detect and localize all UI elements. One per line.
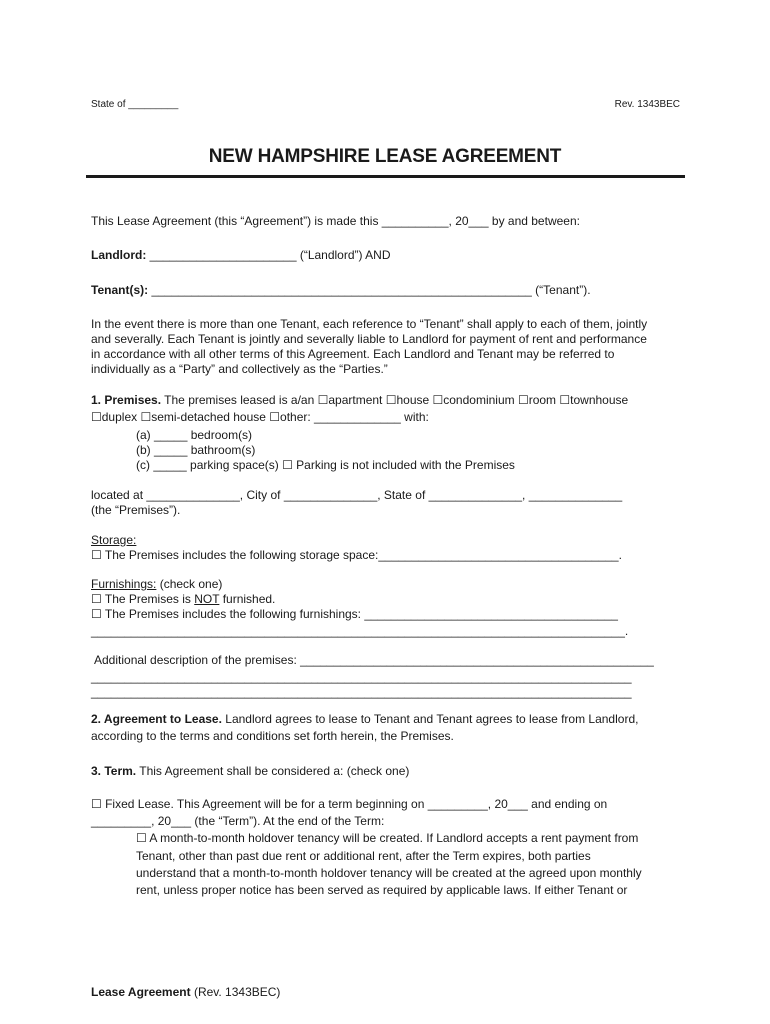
fixed-lease-line-1: ☐ Fixed Lease. This Agreement will be for a term beginning on _________, 20___ and ending on — [91, 797, 608, 811]
premises-bedrooms: (a) _____ bedroom(s) — [136, 428, 253, 442]
multi-tenant-line: in accordance with all other terms of this Agreement. Each Landlord and Tenant may be referred to — [91, 347, 615, 361]
multi-tenant-line: individually as a “Party” and collectively as the “Parties.” — [91, 362, 388, 376]
premises-parking: (c) _____ parking space(s) ☐ Parking is not included with the Premises — [136, 458, 515, 472]
storage-heading — [91, 533, 136, 548]
holdover-line: Tenant, other than past due rent or additional rent, after the Term expires, both parties — [136, 849, 591, 863]
premises-types: The premises leased is a/an ☐apartment ☐house ☐condominium ☐room ☐townhouse — [161, 393, 629, 407]
agreement-heading: 2. Agreement to Lease. — [91, 712, 222, 726]
page-footer — [91, 985, 280, 999]
tenant-label: Tenant(s): — [91, 283, 149, 297]
premises-heading: 1. Premises. — [91, 393, 162, 407]
premises-definition: (the “Premises”). — [91, 503, 181, 517]
holdover-line: ☐ A month-to-month holdover tenancy will be created. If Landlord accepts a rent payment from — [136, 831, 639, 845]
agreement-text: Landlord agrees to lease to Tenant and Tenant agrees to lease from Landlord, — [221, 712, 639, 726]
storage-option: ☐ The Premises includes the following storage space:____________________________________. — [91, 548, 622, 562]
agreement-line-1 — [91, 712, 638, 727]
landlord-line — [91, 248, 391, 263]
storage-heading-text: Storage: — [91, 533, 137, 547]
revision-header: Rev. 1343BEC — [614, 99, 680, 110]
agreement-line-2: according to the terms and conditions set forth herein, the Premises. — [91, 729, 454, 743]
state-header: State of _________ — [91, 99, 179, 110]
term-text: This Agreement shall be considered a: (check one) — [136, 764, 410, 778]
premises-location: located at ______________, City of ______________, State of ______________, ______________ — [91, 488, 623, 502]
term-line — [91, 764, 409, 779]
intro-paragraph: This Lease Agreement (this “Agreement”) is made this __________, 20___ by and between: — [91, 214, 580, 228]
additional-line: _________________________________________________________________________________ — [91, 685, 632, 699]
furnishings-not-post: furnished. — [219, 592, 276, 606]
landlord-text: ______________________ (“Landlord”) AND — [146, 248, 391, 262]
tenant-line — [91, 283, 591, 298]
multi-tenant-line: and severally. Each Tenant is jointly and severally liable to Landlord for payment of rent and performance — [91, 332, 647, 346]
landlord-label: Landlord: — [91, 248, 147, 262]
furnishings-note: (check one) — [156, 577, 223, 591]
holdover-line: rent, unless proper notice has been served as required by applicable laws. If either Tenant or — [136, 883, 628, 897]
term-heading: 3. Term. — [91, 764, 137, 778]
footer-label: Lease Agreement — [91, 985, 191, 999]
premises-line-1 — [91, 393, 628, 408]
furnishings-heading — [91, 577, 222, 592]
additional-description: Additional description of the premises: _____________________________________________________ — [94, 653, 654, 667]
holdover-line: understand that a month-to-month holdover tenancy will be created at the agreed upon monthly — [136, 866, 642, 880]
multi-tenant-line: In the event there is more than one Tenant, each reference to “Tenant” shall apply to each of them, jointly — [91, 317, 648, 331]
additional-line: _________________________________________________________________________________ — [91, 670, 632, 684]
furnishings-heading-text: Furnishings: — [91, 577, 157, 591]
premises-line-2: ☐duplex ☐semi-detached house ☐other: _____________ with: — [91, 410, 429, 424]
furnishings-option-not — [91, 592, 275, 607]
title-divider — [86, 175, 685, 178]
furnishings-option-includes: ☐ The Premises includes the following furnishings: ______________________________________ — [91, 607, 618, 621]
furnishings-not-emphasis: NOT — [194, 592, 220, 606]
furnishings-not-pre: ☐ The Premises is — [91, 592, 195, 606]
footer-rev: (Rev. 1343BEC) — [190, 985, 281, 999]
tenant-text: _________________________________________________________ (“Tenant”). — [148, 283, 591, 297]
premises-bathrooms: (b) _____ bathroom(s) — [136, 443, 256, 457]
document-title: NEW HAMPSHIRE LEASE AGREEMENT — [208, 146, 562, 167]
fixed-lease-line-2: _________, 20___ (the “Term”). At the end of the Term: — [91, 814, 385, 828]
furnishings-continuation: ________________________________________________________________________________. — [91, 624, 629, 638]
